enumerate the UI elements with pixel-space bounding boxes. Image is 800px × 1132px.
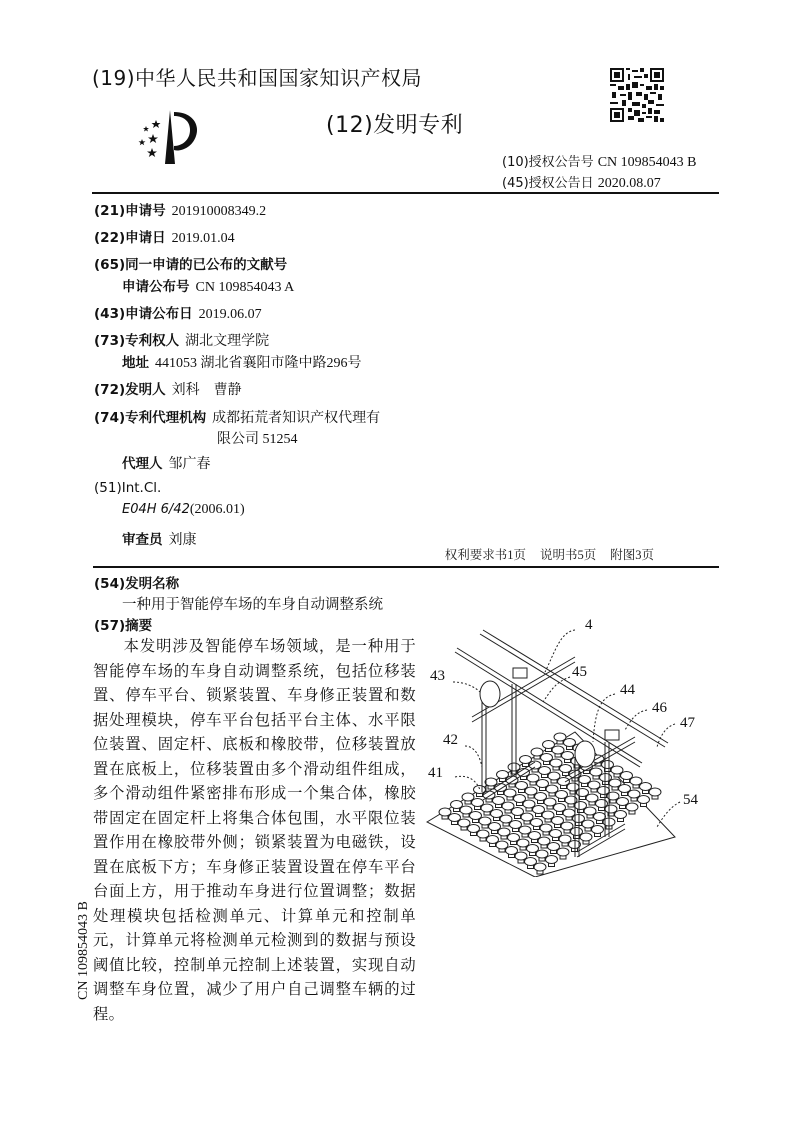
intcl-version: (2006.01)	[189, 502, 245, 517]
slider-puck	[479, 817, 491, 825]
agent-row	[122, 452, 211, 473]
ref-label-46: 46	[652, 700, 667, 716]
agency-label: (74)专利代理机构	[94, 410, 207, 426]
slider-puck	[594, 813, 606, 821]
slider-puck	[504, 789, 516, 797]
slider-puck	[523, 800, 535, 808]
slider-puck	[525, 787, 537, 795]
slider-puck	[577, 789, 589, 797]
slider-puck	[491, 810, 503, 818]
slider-puck	[580, 833, 592, 841]
slider-puck	[586, 794, 598, 802]
application-date-label: (22)申请日	[94, 230, 166, 246]
slider-puck	[493, 797, 505, 805]
slider-puck	[571, 828, 583, 836]
abstract-text: 本发明涉及智能停车场领域，是一种用于智能停车场的车身自动调整系统，包括位移装置、停车平台、锁紧装置、车身修正装置和数据处理模块，停车平台包括平台主体、水平限位装置、固定杆、底板和橡胶带，位移装置放置在底板上，位移装置由多个滑动组件组成，多个滑动组件紧密排布形成一个集合体，橡胶带固定在固定杆上将集合体包围，水平限位装置作用在橡胶带外侧；锁紧装置为电磁铁，设置在底板下方；车身修正装置设置在停车平台台面上方，用于推动车身进行位置调整；数据处理模块包括检测单元、计算单元和控制单元，计算单元将检测单元检测到的数据与预设阈值比较，控制单元控制上述装置，实现自动调整车身位置，减少了用户自己调整车辆的过程。	[93, 638, 416, 1023]
ref-label-47: 47	[680, 715, 695, 731]
office-name: (19)中华人民共和国国家知识产权局	[92, 66, 423, 90]
intcl-code-row	[122, 501, 245, 518]
slider-puck	[515, 852, 527, 860]
slider-puck	[460, 806, 472, 814]
slider-puck	[451, 801, 463, 809]
document-type: (12)发明专利	[326, 113, 464, 138]
slider-puck	[544, 798, 556, 806]
slider-puck	[519, 826, 531, 834]
slider-puck	[556, 791, 568, 799]
ref-label-44: 44	[620, 682, 635, 698]
slider-puck	[588, 781, 600, 789]
slider-puck	[541, 754, 553, 762]
slider-puck	[638, 796, 650, 804]
agent-label: 代理人	[122, 456, 163, 472]
examiner-row	[122, 528, 197, 549]
slider-puck	[649, 788, 661, 796]
slider-puck	[439, 808, 451, 816]
slider-puck	[592, 826, 604, 834]
drawings-pages: 附图3页	[610, 548, 654, 562]
slider-puck	[506, 776, 518, 784]
slider-puck	[531, 819, 543, 827]
slider-puck	[508, 834, 520, 842]
slider-puck	[590, 768, 602, 776]
slider-puck	[474, 786, 486, 794]
publication-date-row	[94, 302, 262, 323]
abstract-label-row	[94, 614, 152, 634]
side-document-code: CN 109854043 B	[76, 901, 91, 1000]
slider-puck	[598, 787, 610, 795]
slider-puck	[527, 845, 539, 853]
application-date-row	[94, 226, 235, 247]
intcl-code: E04H 6/42	[122, 502, 190, 517]
slider-puck	[554, 804, 566, 812]
publication-number-row	[122, 275, 294, 296]
agency-line-2: 限公司 51254	[217, 432, 298, 447]
claims-pages: 权利要求书1页	[444, 548, 526, 562]
grant-date-label: (45)授权公告日	[502, 176, 594, 191]
grant-number-label: (10)授权公告号	[502, 155, 594, 170]
slider-puck	[548, 843, 560, 851]
slider-puck	[487, 836, 499, 844]
slider-puck	[557, 848, 569, 856]
slider-puck	[462, 793, 474, 801]
slider-puck	[535, 793, 547, 801]
application-number: 201910008349.2	[171, 204, 267, 219]
ref-label-45: 45	[572, 664, 587, 680]
slider-puck	[579, 776, 591, 784]
slider-puck	[449, 814, 461, 822]
inventors-label: (72)发明人	[94, 382, 166, 398]
slider-puck	[562, 752, 574, 760]
slider-puck	[534, 863, 546, 871]
slider-puck	[605, 805, 617, 813]
slider-puck	[542, 811, 554, 819]
slider-puck	[496, 841, 508, 849]
slider-puck	[489, 823, 501, 831]
slider-puck	[559, 835, 571, 843]
slider-puck	[596, 800, 608, 808]
slider-puck	[543, 741, 555, 749]
slider-puck	[584, 807, 596, 815]
slider-puck	[630, 777, 642, 785]
slider-puck	[536, 850, 548, 858]
prior-publication-label: (65)同一申请的已公布的文献号	[94, 257, 288, 273]
slider-puck	[521, 813, 533, 821]
agency-line-1: 成都拓荒者知识产权代理有	[212, 411, 381, 426]
publication-number-label: 申请公布号	[122, 279, 190, 295]
slider-puck	[561, 822, 573, 830]
slider-puck	[619, 785, 631, 793]
grant-date: 2020.08.07	[597, 176, 661, 191]
slider-puck	[617, 798, 629, 806]
grant-number: CN 109854043 B	[597, 155, 697, 170]
slider-puck	[640, 783, 652, 791]
slider-puck	[540, 824, 552, 832]
slider-puck	[538, 837, 550, 845]
slider-puck	[481, 804, 493, 812]
slider-puck	[563, 809, 575, 817]
address-row	[122, 351, 362, 372]
slider-puck	[468, 825, 480, 833]
cnipa-logo-icon	[130, 108, 205, 170]
slider-puck	[514, 795, 526, 803]
slider-puck	[539, 767, 551, 775]
slider-puck	[510, 821, 522, 829]
description-pages: 说明书5页	[539, 548, 597, 562]
inventors: 刘科 曹静	[171, 383, 242, 398]
slider-puck	[520, 756, 532, 764]
slider-puck	[529, 832, 541, 840]
grant-date-row	[502, 172, 661, 192]
ref-label-4: 4	[585, 617, 593, 633]
slider-puck	[495, 784, 507, 792]
slider-puck	[537, 780, 549, 788]
slider-puck	[615, 811, 627, 819]
intcl-label: (51)Int.Cl.	[94, 480, 162, 496]
page-counts	[445, 545, 654, 563]
publication-date: 2019.06.07	[198, 307, 262, 322]
address-label: 地址	[122, 355, 149, 371]
ref-label-54: 54	[683, 792, 698, 808]
agency-row-2	[211, 428, 298, 448]
slider-puck	[550, 759, 562, 767]
examiner-label: 审查员	[122, 532, 163, 548]
slider-puck	[502, 802, 514, 810]
patentee-label: (73)专利权人	[94, 333, 180, 349]
patentee: 湖北文理学院	[185, 334, 270, 349]
abstract-drawing	[425, 612, 705, 877]
section-divider	[93, 566, 719, 568]
slider-puck	[498, 828, 510, 836]
slider-puck	[552, 746, 564, 754]
slider-puck	[531, 748, 543, 756]
slider-puck	[477, 830, 489, 838]
ref-label-41: 41	[428, 765, 443, 781]
slider-puck	[506, 847, 518, 855]
slider-puck	[546, 856, 558, 864]
application-date: 2019.01.04	[171, 231, 235, 246]
qr-code-icon	[610, 68, 664, 122]
slider-puck	[552, 817, 564, 825]
title-label-row	[94, 572, 179, 592]
slider-puck	[546, 785, 558, 793]
slider-puck	[628, 790, 640, 798]
agency-row	[94, 406, 380, 427]
slider-puck	[497, 771, 509, 779]
slider-puck	[470, 812, 482, 820]
slider-puck	[548, 772, 560, 780]
application-number-label: (21)申请号	[94, 203, 166, 219]
slider-puck	[567, 783, 579, 791]
prior-publication-row	[94, 253, 287, 273]
slider-puck	[458, 819, 470, 827]
publication-number: CN 109854043 A	[195, 280, 295, 295]
slider-puck	[533, 806, 545, 814]
slider-puck	[512, 808, 524, 816]
slider-puck	[626, 803, 638, 811]
slider-puck	[560, 765, 572, 773]
slider-puck	[621, 772, 633, 780]
slider-puck	[517, 839, 529, 847]
slider-puck	[508, 763, 520, 771]
slider-puck	[500, 815, 512, 823]
publication-date-label: (43)申请公布日	[94, 306, 193, 322]
grant-number-row	[502, 151, 696, 171]
title-label: (54)发明名称	[94, 576, 180, 592]
inventors-row	[94, 378, 242, 399]
patentee-row	[94, 329, 269, 350]
slider-puck	[527, 774, 539, 782]
slider-puck	[550, 830, 562, 838]
slider-puck	[516, 782, 528, 790]
application-number-row	[94, 199, 266, 220]
slider-puck	[609, 779, 621, 787]
abstract-label: (57)摘要	[94, 618, 153, 634]
address: 441053 湖北省襄阳市隆中路296号	[155, 356, 362, 371]
invention-title: 一种用于智能停车场的车身自动调整系统	[122, 597, 383, 613]
intcl-row	[94, 480, 161, 496]
slider-puck	[554, 733, 566, 741]
slider-puck	[558, 778, 570, 786]
slider-puck	[483, 791, 495, 799]
slider-puck	[525, 858, 537, 866]
slider-puck	[602, 761, 614, 769]
slider-puck	[575, 802, 587, 810]
header-divider	[92, 192, 719, 194]
slider-puck	[564, 739, 576, 747]
slider-puck	[472, 799, 484, 807]
slider-puck	[611, 766, 623, 774]
slider-puck	[485, 778, 497, 786]
slider-puck	[582, 820, 594, 828]
ref-label-42: 42	[443, 732, 458, 748]
examiner: 刘康	[168, 533, 197, 548]
ref-label-43: 43	[430, 668, 445, 684]
agent: 邹广春	[168, 457, 211, 472]
